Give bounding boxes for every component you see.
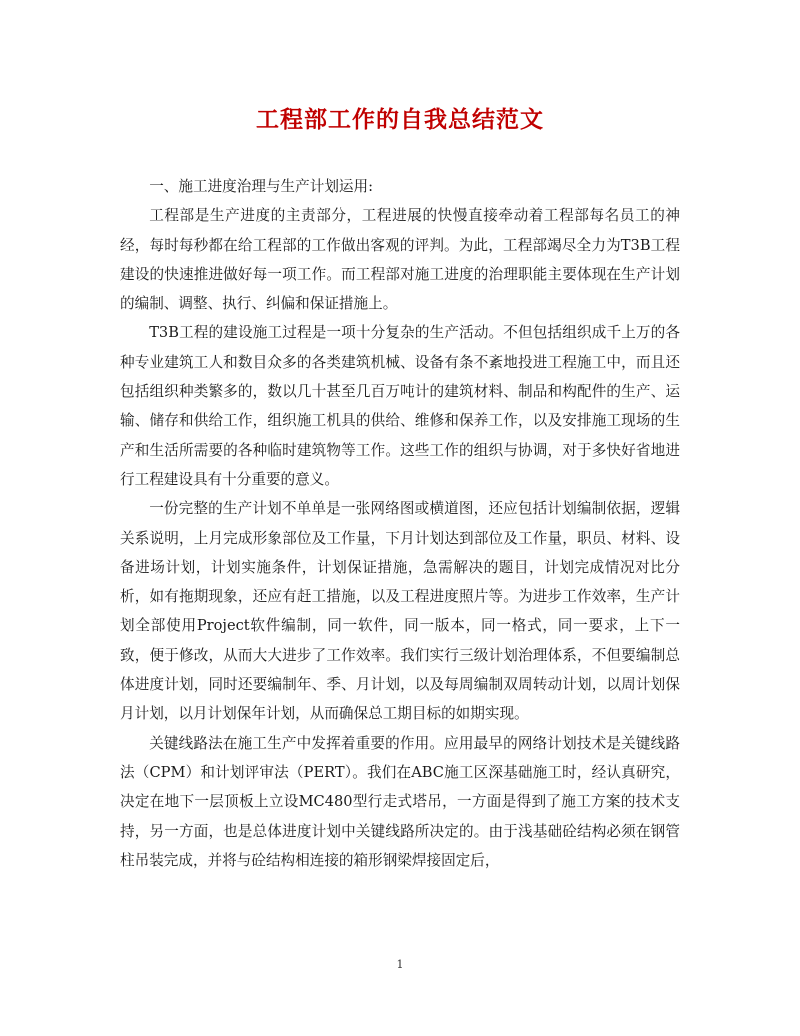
document-body (120, 172, 680, 875)
paragraph: 一份完整的生产计划不单单是一张网络图或横道图，还应包括计划编制依据，逻辑关系说明，上月完成形象部位及工作量，下月计划达到部位及工作量，职员、材料、设备进场计划，计划实施条件，计划保证措施，急需解决的题目，计划完成情况对比分析，如有拖期现象，还应有赶工措施，以及工程进度照片等。为进步工作效率，生产计划全部使用Project软件编制，同一软件，同一版本，同一格式，同一要求，上下一致，便于修改，从而大大进步了工作效率。我们实行三级计划治理体系，不但要编制总体进度计划，同时还要编制年、季、月计划，以及每周编制双周转动计划，以周计划保月计划，以月计划保年计划，从而确保总工期目标的如期实现。 (120, 500, 680, 723)
paragraph: 关键线路法在施工生产中发挥着重要的作用。应用最早的网络计划技术是关键线路法（CPM）和计划评审法（PERT）。我们在ABC施工区深基础施工时，经认真研究，决定在地下一层顶板上立设MC480型行走式塔吊，一方面是得到了施工方案的技术支持，另一方面，也是总体进度计划中关键线路所决定的。由于浅基础砼结构必须在钢管柱吊装完成，并将与砼结构相连接的箱形钢梁焊接固定后， (120, 734, 680, 869)
page-number: 1 (396, 958, 404, 971)
paragraph: T3B工程的建设施工过程是一项十分复杂的生产活动。不但包括组织成千上万的各种专业建筑工人和数目众多的各类建筑机械、设备有条不紊地投进工程施工中，而且还包括组织种类繁多的，数以几十甚至几百万吨计的建筑材料、制品和构配件的生产、运输、储存和供给工作，组织施工机具的供给、维修和保养工作，以及安排施工现场的生产和生活所需要的各种临时建筑物等工作。这些工作的组织与协调，对于多快好省地进行工程建设具有十分重要的意义。 (120, 324, 680, 488)
section-heading: 一、施工进度治理与生产计划运用: (149, 178, 374, 195)
paragraph: 工程部是生产进度的主责部分，工程进展的快慢直接牵动着工程部每名员工的神经，每时每秒都在给工程部的工作做出客观的评判。为此，工程部竭尽全力为T3B工程建设的快速推进做好每一项工作。而工程部对施工进度的治理职能主要体现在生产计划的编制、调整、执行、纠偏和保证措施上。 (120, 207, 680, 313)
document-title: 工程部工作的自我总结范文 (256, 106, 544, 133)
